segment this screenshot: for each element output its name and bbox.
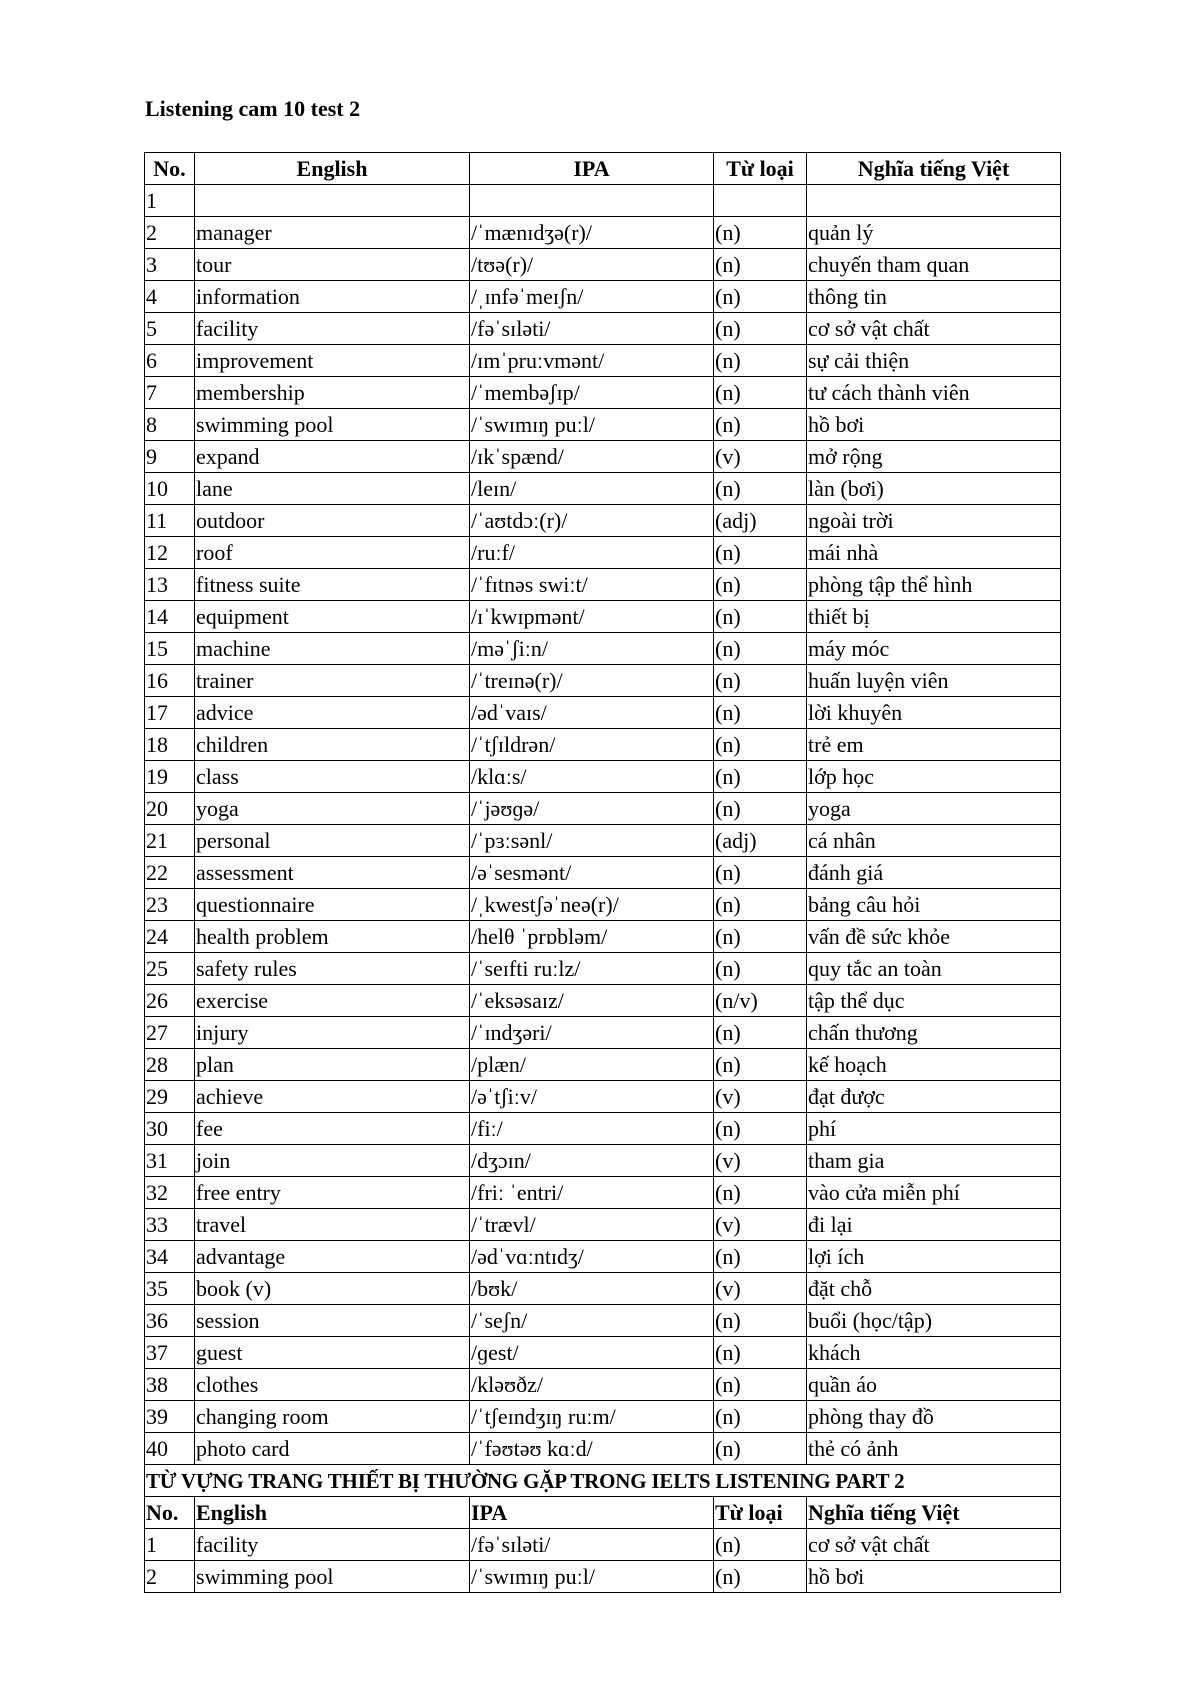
cell-meaning [807,185,1061,217]
cell-meaning: quản lý [807,217,1061,249]
cell-no: 33 [145,1209,195,1241]
cell-no: 6 [145,345,195,377]
table-row [145,249,1061,281]
document-title: Listening cam 10 test 2 [145,96,361,121]
cell-word-type: (adj) [714,505,807,537]
cell-english: join [195,1145,470,1177]
cell-word-type: (n) [714,729,807,761]
cell-no: 23 [145,889,195,921]
cell-ipa: /əˈsesmənt/ [470,857,714,889]
cell-english: book (v) [195,1273,470,1305]
table-row [145,281,1061,313]
cell-english: facility [195,313,470,345]
table-body [145,185,1061,1465]
cell-ipa: /helθ ˈprɒbləm/ [470,921,714,953]
cell-meaning: tập thể dục [807,985,1061,1017]
table-row [145,1369,1061,1401]
cell-no: 8 [145,409,195,441]
cell-meaning: mở rộng [807,441,1061,473]
table-row [145,601,1061,633]
cell-word-type: (n) [714,697,807,729]
cell-ipa: /ˈmænɪdʒə(r)/ [470,217,714,249]
cell-word-type: (n) [714,889,807,921]
cell-meaning: lớp học [807,761,1061,793]
header-word-type: Từ loại [714,153,807,185]
cell-no: 10 [145,473,195,505]
cell-no: 19 [145,761,195,793]
cell-ipa: /ɪmˈpruːvmənt/ [470,345,714,377]
cell-ipa: /ˈfɪtnəs swiːt/ [470,569,714,601]
cell-word-type: (n) [714,1369,807,1401]
cell-english: information [195,281,470,313]
cell-word-type: (n) [714,665,807,697]
table-row [145,441,1061,473]
cell-no: 40 [145,1433,195,1465]
cell-no: 36 [145,1305,195,1337]
cell-meaning: phí [807,1113,1061,1145]
cell-no: 11 [145,505,195,537]
cell-ipa [470,185,714,217]
cell-ipa: /ˈfəʊtəʊ kɑːd/ [470,1433,714,1465]
cell-ipa: /ˈtʃeɪndʒɪŋ ruːm/ [470,1401,714,1433]
cell-no: 2 [145,1561,195,1593]
cell-english: trainer [195,665,470,697]
cell-english: lane [195,473,470,505]
cell-ipa: /ˈswɪmɪŋ puːl/ [470,1561,714,1593]
cell-ipa: /ɪkˈspænd/ [470,441,714,473]
cell-no: 26 [145,985,195,1017]
cell-english: assessment [195,857,470,889]
cell-meaning: chuyến tham quan [807,249,1061,281]
cell-ipa: /ˈtʃɪldrən/ [470,729,714,761]
header-english: English [195,153,470,185]
cell-english: expand [195,441,470,473]
cell-word-type: (n) [714,1113,807,1145]
cell-no: 1 [145,185,195,217]
section-header-english: English [195,1497,470,1529]
table-row [145,953,1061,985]
table-row [145,1049,1061,1081]
cell-english: class [195,761,470,793]
cell-meaning: cá nhân [807,825,1061,857]
cell-no: 25 [145,953,195,985]
cell-no: 4 [145,281,195,313]
cell-no: 3 [145,249,195,281]
cell-meaning: huấn luyện viên [807,665,1061,697]
cell-english: fitness suite [195,569,470,601]
cell-meaning: thông tin [807,281,1061,313]
cell-meaning: lợi ích [807,1241,1061,1273]
cell-ipa: /ɪˈkwɪpmənt/ [470,601,714,633]
cell-english: questionnaire [195,889,470,921]
cell-no: 13 [145,569,195,601]
table-row [145,409,1061,441]
cell-meaning: cơ sở vật chất [807,1529,1061,1561]
table-row [145,345,1061,377]
cell-english: achieve [195,1081,470,1113]
cell-meaning: phòng thay đồ [807,1401,1061,1433]
cell-meaning: tham gia [807,1145,1061,1177]
header-ipa: IPA [470,153,714,185]
cell-no: 29 [145,1081,195,1113]
cell-no: 2 [145,217,195,249]
cell-english: facility [195,1529,470,1561]
table-row [145,889,1061,921]
table-row [145,921,1061,953]
header-meaning: Nghĩa tiếng Việt [807,153,1061,185]
table-row [145,185,1061,217]
cell-english: yoga [195,793,470,825]
cell-word-type: (n) [714,1305,807,1337]
table-row [145,569,1061,601]
cell-word-type [714,185,807,217]
table-row [145,1145,1061,1177]
cell-word-type: (n) [714,953,807,985]
cell-ipa: /bʊk/ [470,1273,714,1305]
cell-no: 14 [145,601,195,633]
table-row [145,1241,1061,1273]
cell-english: roof [195,537,470,569]
cell-ipa: /ˈɪndʒəri/ [470,1017,714,1049]
cell-meaning: kế hoạch [807,1049,1061,1081]
cell-english: membership [195,377,470,409]
table-row [145,1401,1061,1433]
cell-word-type: (n) [714,857,807,889]
cell-meaning: vấn đề sức khỏe [807,921,1061,953]
table-row [145,1113,1061,1145]
cell-word-type: (n) [714,601,807,633]
cell-meaning: lời khuyên [807,697,1061,729]
cell-english: clothes [195,1369,470,1401]
table-row [145,537,1061,569]
cell-no: 5 [145,313,195,345]
cell-english: changing room [195,1401,470,1433]
cell-word-type: (n) [714,1561,807,1593]
table-row [145,313,1061,345]
cell-meaning: mái nhà [807,537,1061,569]
cell-english: guest [195,1337,470,1369]
cell-meaning: vào cửa miễn phí [807,1177,1061,1209]
cell-word-type: (n) [714,1401,807,1433]
cell-ipa: /ˈeksəsaɪz/ [470,985,714,1017]
cell-word-type: (n) [714,537,807,569]
table-row [145,1529,1061,1561]
table-row [145,665,1061,697]
cell-no: 18 [145,729,195,761]
table-row [145,793,1061,825]
table-row [145,985,1061,1017]
cell-no: 37 [145,1337,195,1369]
table-row [145,1081,1061,1113]
cell-word-type: (n) [714,1241,807,1273]
cell-no: 20 [145,793,195,825]
cell-english: children [195,729,470,761]
cell-ipa: /leɪn/ [470,473,714,505]
section-header-no: No. [145,1497,195,1529]
cell-ipa: /ˈtreɪnə(r)/ [470,665,714,697]
cell-no: 32 [145,1177,195,1209]
cell-meaning: làn (bơi) [807,473,1061,505]
cell-word-type: (n) [714,1337,807,1369]
cell-no: 9 [145,441,195,473]
cell-ipa: /ˈseʃn/ [470,1305,714,1337]
cell-no: 12 [145,537,195,569]
cell-ipa: /fəˈsɪləti/ [470,1529,714,1561]
section-title: TỪ VỰNG TRANG THIẾT BỊ THƯỜNG GẶP TRONG IELTS LISTENING PART 2 [145,1465,1061,1497]
cell-english: machine [195,633,470,665]
cell-word-type: (v) [714,441,807,473]
table-row [145,1017,1061,1049]
cell-english: travel [195,1209,470,1241]
section-header-row [145,1497,1061,1529]
cell-no: 38 [145,1369,195,1401]
cell-no: 34 [145,1241,195,1273]
table-row [145,505,1061,537]
cell-word-type: (adj) [714,825,807,857]
cell-meaning: đạt được [807,1081,1061,1113]
section-header-word-type: Từ loại [714,1497,807,1529]
cell-english: outdoor [195,505,470,537]
cell-english: free entry [195,1177,470,1209]
cell-word-type: (n) [714,633,807,665]
cell-ipa: /fəˈsɪləti/ [470,313,714,345]
cell-ipa: /ruːf/ [470,537,714,569]
cell-meaning: buổi (học/tập) [807,1305,1061,1337]
cell-meaning: ngoài trời [807,505,1061,537]
cell-english: advice [195,697,470,729]
table-row [145,1177,1061,1209]
cell-meaning: hồ bơi [807,409,1061,441]
section-table-body [145,1465,1061,1593]
cell-ipa: /ˈmembəʃɪp/ [470,377,714,409]
cell-no: 28 [145,1049,195,1081]
cell-no: 31 [145,1145,195,1177]
section-title-row [145,1465,1061,1497]
table-row [145,1305,1061,1337]
cell-ipa: /tʊə(r)/ [470,249,714,281]
cell-english [195,185,470,217]
cell-english: health problem [195,921,470,953]
cell-meaning: quần áo [807,1369,1061,1401]
cell-word-type: (n) [714,345,807,377]
cell-word-type: (n) [714,1433,807,1465]
cell-meaning: đặt chỗ [807,1273,1061,1305]
table-row [145,697,1061,729]
table-row [145,1209,1061,1241]
cell-word-type: (n) [714,249,807,281]
cell-ipa: /ˈtrævl/ [470,1209,714,1241]
cell-word-type: (n) [714,1177,807,1209]
cell-english: photo card [195,1433,470,1465]
cell-english: plan [195,1049,470,1081]
cell-meaning: bảng câu hỏi [807,889,1061,921]
cell-word-type: (n) [714,921,807,953]
table-row [145,217,1061,249]
table-row [145,825,1061,857]
cell-no: 22 [145,857,195,889]
section-header-ipa: IPA [470,1497,714,1529]
cell-word-type: (v) [714,1145,807,1177]
cell-meaning: sự cải thiện [807,345,1061,377]
cell-ipa: /plæn/ [470,1049,714,1081]
table-row [145,377,1061,409]
table-row [145,633,1061,665]
cell-english: fee [195,1113,470,1145]
cell-meaning: tư cách thành viên [807,377,1061,409]
cell-no: 39 [145,1401,195,1433]
cell-word-type: (n/v) [714,985,807,1017]
cell-meaning: yoga [807,793,1061,825]
cell-no: 15 [145,633,195,665]
cell-word-type: (n) [714,473,807,505]
cell-word-type: (n) [714,313,807,345]
cell-word-type: (v) [714,1273,807,1305]
cell-no: 27 [145,1017,195,1049]
cell-english: advantage [195,1241,470,1273]
cell-word-type: (n) [714,761,807,793]
table-row [145,1273,1061,1305]
table-row [145,1561,1061,1593]
cell-ipa: /ˈjəʊɡə/ [470,793,714,825]
cell-ipa: /məˈʃiːn/ [470,633,714,665]
cell-no: 21 [145,825,195,857]
cell-ipa: /klɑːs/ [470,761,714,793]
cell-english: session [195,1305,470,1337]
cell-meaning: quy tắc an toàn [807,953,1061,985]
cell-english: equipment [195,601,470,633]
cell-word-type: (v) [714,1081,807,1113]
table-row [145,729,1061,761]
cell-ipa: /ˈseɪfti ruːlz/ [470,953,714,985]
cell-english: improvement [195,345,470,377]
cell-meaning: máy móc [807,633,1061,665]
cell-ipa: /əˈtʃiːv/ [470,1081,714,1113]
cell-no: 7 [145,377,195,409]
cell-word-type: (n) [714,409,807,441]
cell-ipa: /ˌkwestʃəˈneə(r)/ [470,889,714,921]
cell-english: manager [195,217,470,249]
cell-word-type: (n) [714,281,807,313]
cell-meaning: phòng tập thể hình [807,569,1061,601]
cell-meaning: trẻ em [807,729,1061,761]
table-row [145,1337,1061,1369]
cell-meaning: đánh giá [807,857,1061,889]
cell-no: 17 [145,697,195,729]
section-header-meaning: Nghĩa tiếng Việt [807,1497,1061,1529]
cell-word-type: (n) [714,793,807,825]
cell-no: 30 [145,1113,195,1145]
cell-word-type: (v) [714,1209,807,1241]
cell-meaning: khách [807,1337,1061,1369]
cell-word-type: (n) [714,377,807,409]
cell-ipa: /friː ˈentri/ [470,1177,714,1209]
cell-english: swimming pool [195,409,470,441]
cell-ipa: /dʒɔɪn/ [470,1145,714,1177]
cell-word-type: (n) [714,1017,807,1049]
cell-ipa: /ɡest/ [470,1337,714,1369]
cell-english: tour [195,249,470,281]
header-no: No. [145,153,195,185]
cell-word-type: (n) [714,569,807,601]
cell-ipa: /fiː/ [470,1113,714,1145]
cell-no: 35 [145,1273,195,1305]
cell-meaning: chấn thương [807,1017,1061,1049]
cell-english: safety rules [195,953,470,985]
cell-english: swimming pool [195,1561,470,1593]
vocabulary-table [144,152,1061,1593]
cell-no: 16 [145,665,195,697]
table-row [145,761,1061,793]
cell-ipa: /ədˈvaɪs/ [470,697,714,729]
cell-no: 1 [145,1529,195,1561]
cell-ipa: /ˈaʊtdɔː(r)/ [470,505,714,537]
cell-ipa: /ˌɪnfəˈmeɪʃn/ [470,281,714,313]
cell-meaning: thẻ có ảnh [807,1433,1061,1465]
cell-meaning: thiết bị [807,601,1061,633]
cell-ipa: /kləʊðz/ [470,1369,714,1401]
cell-ipa: /ədˈvɑːntɪdʒ/ [470,1241,714,1273]
cell-ipa: /ˈswɪmɪŋ puːl/ [470,409,714,441]
cell-english: injury [195,1017,470,1049]
cell-word-type: (n) [714,217,807,249]
table-row [145,857,1061,889]
cell-ipa: /ˈpɜːsənl/ [470,825,714,857]
cell-word-type: (n) [714,1529,807,1561]
cell-english: exercise [195,985,470,1017]
cell-word-type: (n) [714,1049,807,1081]
cell-no: 24 [145,921,195,953]
table-header-row [145,153,1061,185]
table-row [145,1433,1061,1465]
cell-meaning: đi lại [807,1209,1061,1241]
cell-meaning: hồ bơi [807,1561,1061,1593]
cell-english: personal [195,825,470,857]
table-row [145,473,1061,505]
cell-meaning: cơ sở vật chất [807,313,1061,345]
